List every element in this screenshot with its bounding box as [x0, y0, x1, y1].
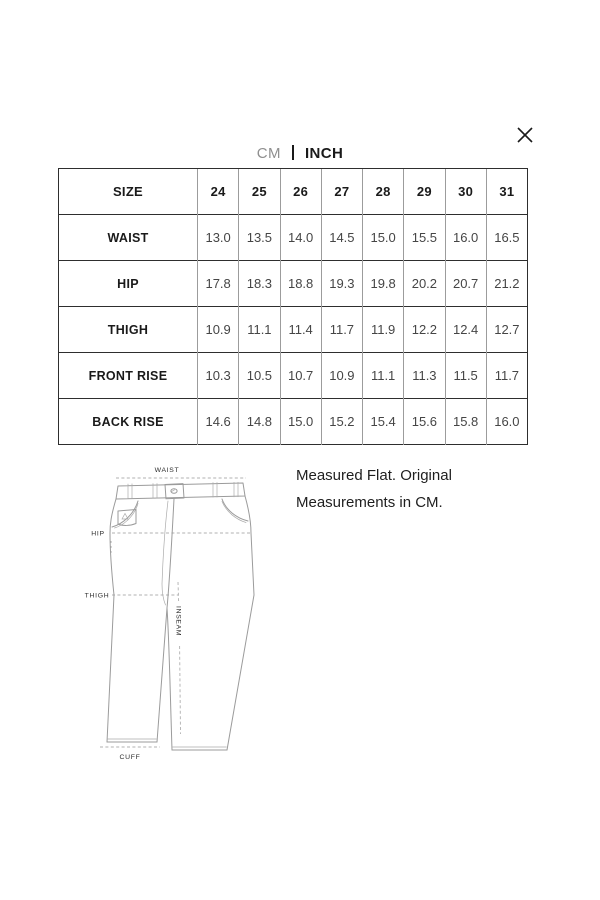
measurement-cell: 13.0 — [198, 215, 239, 261]
measurement-cell: 12.7 — [486, 307, 527, 353]
measurement-cell: 15.0 — [363, 215, 404, 261]
measurement-note — [296, 462, 452, 516]
size-header-26: 26 — [280, 169, 321, 215]
waistband-tab — [165, 484, 184, 499]
unit-toggle-cm[interactable]: CM — [256, 145, 281, 162]
row-label: BACK RISE — [59, 399, 198, 445]
unit-toggle-inch[interactable]: INCH — [304, 145, 344, 162]
measurement-cell: 10.9 — [321, 353, 362, 399]
size-header-31: 31 — [486, 169, 527, 215]
measurement-cell: 10.5 — [239, 353, 280, 399]
measurement-cell: 10.3 — [198, 353, 239, 399]
inseam-diagram-label: INSEAM — [174, 606, 182, 637]
fly-stitch — [162, 501, 168, 605]
size-header-30: 30 — [445, 169, 486, 215]
measurement-cell: 15.6 — [404, 399, 445, 445]
measurement-cell: 12.2 — [404, 307, 445, 353]
close-icon — [517, 127, 533, 143]
measurement-cell: 12.4 — [445, 307, 486, 353]
note-line-1: Measured Flat. Original — [296, 467, 452, 484]
measurement-cell: 16.0 — [486, 399, 527, 445]
measurement-cell: 18.3 — [239, 261, 280, 307]
waistband — [116, 483, 245, 499]
measurement-cell: 13.5 — [239, 215, 280, 261]
measurement-cell: 10.7 — [280, 353, 321, 399]
row-label: WAIST — [59, 215, 198, 261]
pants-diagram — [70, 456, 270, 776]
measurement-cell: 16.0 — [445, 215, 486, 261]
thigh-diagram-label: THIGH — [84, 592, 110, 600]
measurement-cell: 11.3 — [404, 353, 445, 399]
measurement-row — [59, 261, 528, 307]
measurement-row — [59, 215, 528, 261]
measurement-cell: 18.8 — [280, 261, 321, 307]
measurement-cell: 11.9 — [363, 307, 404, 353]
inseam-measure-line-bottom — [180, 646, 181, 734]
unit-toggle-divider — [292, 145, 294, 160]
measurement-cell: 11.7 — [321, 307, 362, 353]
size-header-27: 27 — [321, 169, 362, 215]
measurement-cell: 11.5 — [445, 353, 486, 399]
measurement-cell: 14.5 — [321, 215, 362, 261]
measurement-cell: 10.9 — [198, 307, 239, 353]
measurement-cell: 15.5 — [404, 215, 445, 261]
measurement-cell: 11.7 — [486, 353, 527, 399]
measurement-row — [59, 399, 528, 445]
measurement-cell: 20.2 — [404, 261, 445, 307]
measurement-cell: 14.8 — [239, 399, 280, 445]
row-label: THIGH — [59, 307, 198, 353]
measurement-cell: 11.4 — [280, 307, 321, 353]
measurement-cell: 15.8 — [445, 399, 486, 445]
size-header-24: 24 — [198, 169, 239, 215]
measurement-cell: 21.2 — [486, 261, 527, 307]
measurement-cell: 14.6 — [198, 399, 239, 445]
size-header-29: 29 — [404, 169, 445, 215]
size-column-header: SIZE — [59, 169, 198, 215]
measurement-cell: 19.3 — [321, 261, 362, 307]
inseam-measure-line-top — [178, 582, 179, 601]
measurement-cell: 11.1 — [363, 353, 404, 399]
center-front-seam — [167, 499, 174, 608]
measurement-cell: 16.5 — [486, 215, 527, 261]
hip-diagram-label: HIP — [91, 530, 105, 538]
right-pocket — [222, 499, 248, 521]
cuff-diagram-label: CUFF — [119, 754, 141, 761]
measurement-cell: 15.0 — [280, 399, 321, 445]
measurement-row — [59, 307, 528, 353]
size-chart-table — [58, 168, 528, 445]
note-line-2: Measurements in CM. — [296, 494, 443, 511]
waist-diagram-label: WAIST — [154, 467, 180, 474]
size-header-28: 28 — [363, 169, 404, 215]
right-outer-seam — [227, 496, 254, 750]
measurement-cell: 20.7 — [445, 261, 486, 307]
measurement-cell: 15.2 — [321, 399, 362, 445]
unit-toggle — [0, 145, 600, 162]
left-inner-seam — [157, 608, 167, 742]
measurement-cell: 19.8 — [363, 261, 404, 307]
size-header-25: 25 — [239, 169, 280, 215]
row-label: HIP — [59, 261, 198, 307]
left-outer-seam — [107, 499, 116, 742]
row-label: FRONT RISE — [59, 353, 198, 399]
size-table-header-row — [59, 169, 528, 215]
measurement-cell: 17.8 — [198, 261, 239, 307]
measurement-cell: 14.0 — [280, 215, 321, 261]
measurement-cell: 11.1 — [239, 307, 280, 353]
measurement-cell: 15.4 — [363, 399, 404, 445]
right-inner-seam — [167, 608, 172, 750]
measurement-row — [59, 353, 528, 399]
